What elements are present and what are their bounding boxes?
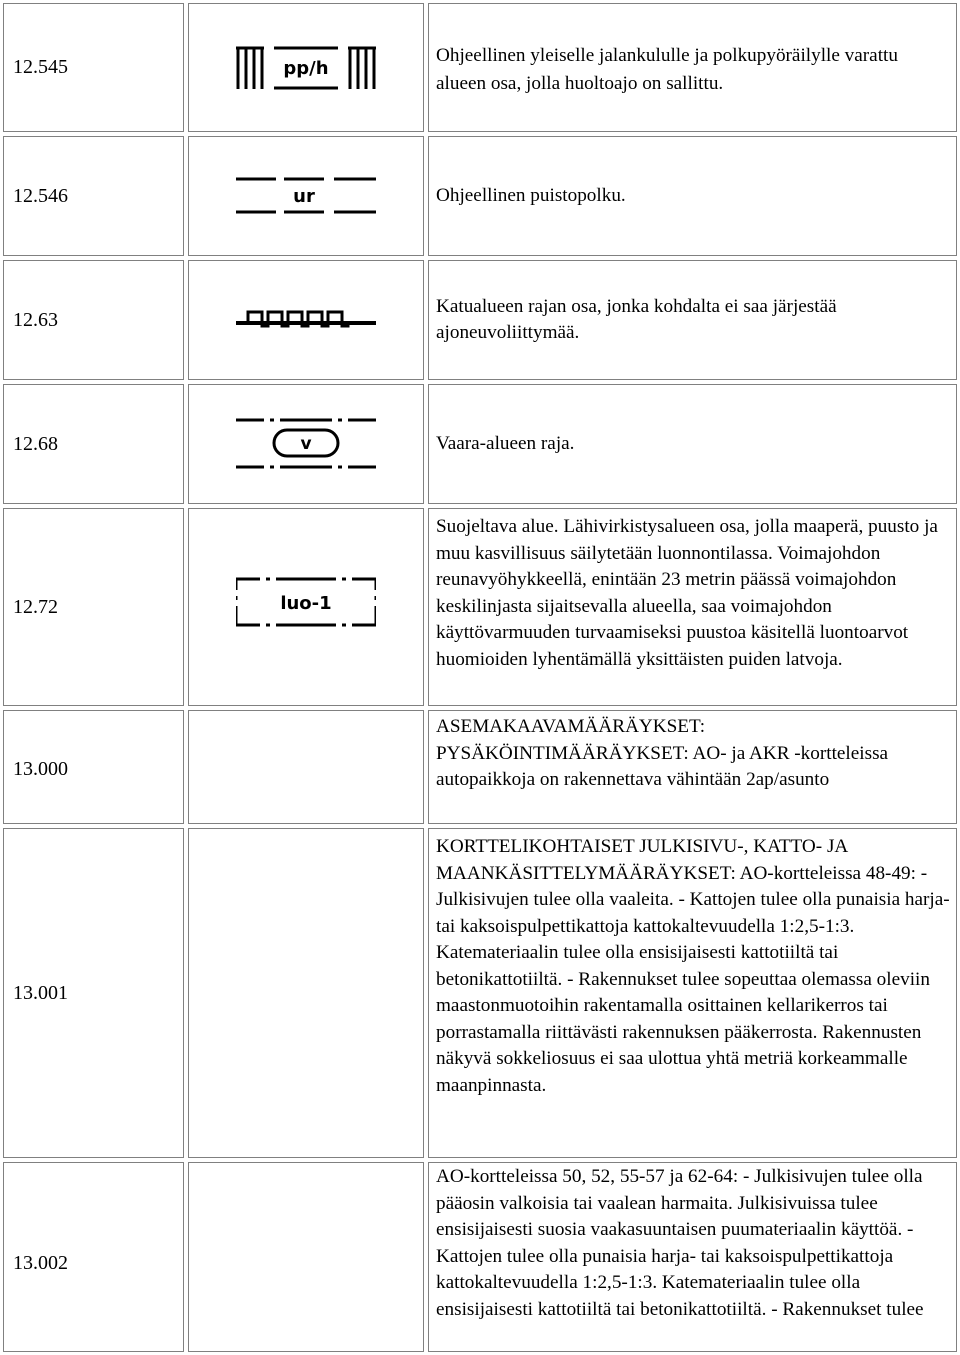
symbol-cell xyxy=(188,3,424,132)
row-code xyxy=(3,1162,184,1352)
description-text: KORTTELIKOHTAISET JULKISIVU-, KATTO- JA MAANKÄSITTELYMÄÄRÄYKSET: AO-kortteleissa 48-49: - Julkisivujen tulee olla vaaleita. - Kattojen tulee olla punaisia harja- tai kaksoispulpettikattoja kattokaltevuudella 1:2,5-1:3. Katemateriaalin tulee olla ensisijaisesti kattotiiltä tai betonikattotiiltä. - Rakennukset tulee sopeuttaa olemassa oleviin maastonmuotoihin rakentamalla osittainen kellarikerros tai porrastamalla riittävästi rakennuksen pääkerrosta. Rakennusten näkyvä sokkeliosuus ei saa ulottua yhtä metriä korkeammalle maanpinnasta. xyxy=(436,836,950,1096)
row-code xyxy=(3,136,184,256)
regulation-table xyxy=(3,3,957,1352)
pedestrian-cycle-service-icon xyxy=(236,43,376,93)
code-text: 13.001 xyxy=(13,981,68,1004)
code-text: 12.68 xyxy=(13,432,58,455)
code-text: 12.546 xyxy=(13,184,68,207)
row-description xyxy=(428,1162,957,1352)
description-text: Vaara-alueen raja. xyxy=(436,432,575,454)
symbol-cell xyxy=(188,828,424,1158)
description-text: Ohjeellinen yleiselle jalankululle ja polkupyöräilylle varattu alueen osa, jolla huoltoajo on sallittu. xyxy=(436,45,898,94)
description-text: Suojeltava alue. Lähivirkistysalueen osa, jolla maaperä, puusto ja muu kasvillisuus säilytetään luonnontilassa. Voimajohdon reunavyöhykkeellä, enintään 23 metrin päässä voimajohdon keskilinjasta sijaitsevalla alueella, saa voimajohdon käyttövarmuuden turvaamiseksi puustoa käsitellä luontoarvot huomioiden lyhentämällä yksittäisten puiden latvoja. xyxy=(436,516,938,670)
protected-area-icon xyxy=(236,576,376,628)
symbol-label: v xyxy=(300,434,312,454)
symbol-label: pp/h xyxy=(283,57,329,79)
row-description xyxy=(428,384,957,504)
symbol-cell xyxy=(188,710,424,824)
row-code xyxy=(3,710,184,824)
symbol-cell xyxy=(188,260,424,380)
description-text: AO-kortteleissa 50, 52, 55-57 ja 62-64: - Julkisivujen tulee olla pääosin valkoisia tai vaalean harmaita. Julkisivuissa tulee ensisijaisesti suosia vaakasuuntaisen puumateriaalin käyttöä. - Kattojen tulee olla punaisia harja- tai kaksoispulpettikattoja kattokaltevuudella 1:2,5-1:3. Katemateriaalin tulee olla ensisijaisesti kattotiiltä tai betonikattotiiltä. - Rakennukset tulee xyxy=(436,1166,924,1320)
symbol-cell xyxy=(188,136,424,256)
row-description xyxy=(428,136,957,256)
park-path-icon xyxy=(236,176,376,216)
row-code xyxy=(3,260,184,380)
code-text: 13.002 xyxy=(13,1251,68,1274)
code-text: 12.63 xyxy=(13,308,58,331)
row-description xyxy=(428,710,957,824)
code-text: 12.545 xyxy=(13,56,68,78)
row-code xyxy=(3,3,184,132)
description-text: ASEMAKAAVAMÄÄRÄYKSET: PYSÄKÖINTIMÄÄRÄYKSET: AO- ja AKR -kortteleissa autopaikkoja on rakennettava vähintään 2ap/asunto xyxy=(436,716,889,790)
symbol-label: luo-1 xyxy=(280,593,332,614)
row-description xyxy=(428,508,957,706)
description-text: Ohjeellinen puistopolku. xyxy=(436,184,626,206)
row-description xyxy=(428,260,957,380)
no-vehicle-access-line-icon xyxy=(236,308,376,332)
symbol-cell xyxy=(188,1162,424,1352)
row-code xyxy=(3,508,184,706)
symbol-cell xyxy=(188,508,424,706)
symbol-cell xyxy=(188,384,424,504)
row-description xyxy=(428,3,957,132)
row-code xyxy=(3,828,184,1158)
row-description xyxy=(428,828,957,1158)
danger-area-boundary-icon xyxy=(236,417,376,471)
symbol-label: ur xyxy=(293,186,315,207)
code-text: 12.72 xyxy=(13,595,58,618)
description-text: Katualueen rajan osa, jonka kohdalta ei saa järjestää ajoneuvoliittymää. xyxy=(436,295,837,343)
row-code xyxy=(3,384,184,504)
code-text: 13.000 xyxy=(13,757,68,780)
